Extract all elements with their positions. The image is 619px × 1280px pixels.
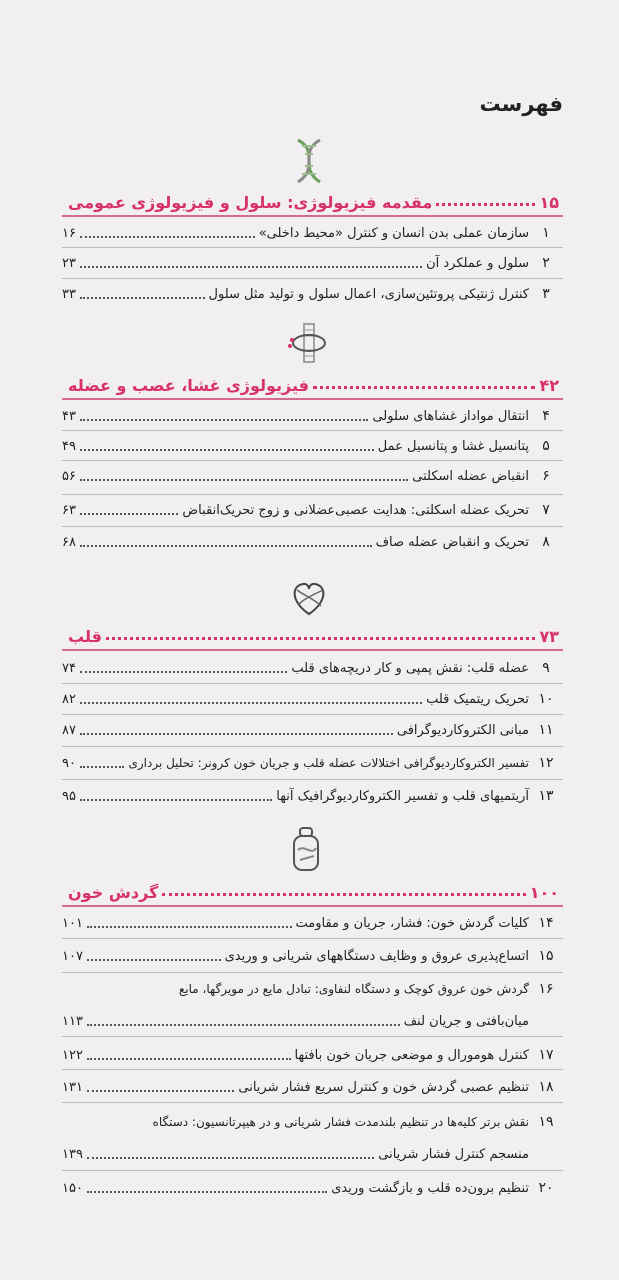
chapter-number: ۱۰ — [538, 691, 554, 707]
chapter-number: ۲ — [542, 255, 550, 271]
divider — [62, 1069, 563, 1070]
page-number: ۱۵۰ — [62, 1180, 83, 1196]
toc-entry[interactable] — [62, 251, 563, 275]
section-header[interactable] — [62, 372, 563, 400]
chapter-number: ۱۷ — [538, 1047, 554, 1063]
page-number: ۲۳ — [62, 255, 76, 271]
section-title: فیزیولوژی غشا، عصب و عضله — [68, 375, 309, 395]
leader-dots — [87, 1058, 291, 1060]
chapter-title: پتانسیل غشا و پتانسیل عمل — [377, 438, 529, 454]
divider — [62, 714, 563, 715]
toc-entry[interactable] — [62, 434, 563, 458]
chapter-title: گردش خون عروق کوچک و دستگاه لنفاوی: تبادل مایع در مویرگها، مایع — [178, 982, 529, 996]
chapter-title: تنظیم عصبی گردش خون و کنترل سریع فشار شریانی — [238, 1079, 529, 1095]
chapter-title: تحریک ریتمیک قلب — [426, 691, 529, 707]
leader-dots — [80, 449, 374, 451]
chapter-title: تحریک و انقباض عضله صاف — [375, 534, 529, 550]
chapter-number: ۸ — [542, 534, 550, 550]
divider — [62, 526, 563, 527]
section-page: ۴۲ — [539, 375, 559, 395]
toc-entry[interactable] — [62, 1075, 563, 1099]
chapter-title: تفسیر الکتروکاردیوگرافی اختلالات عضله قلب و جریان خون کرونر: تحلیل برداری — [128, 756, 529, 770]
chapter-title: سلول و عملکرد آن — [426, 255, 529, 271]
page-title: فهرست — [479, 92, 563, 116]
toc-entry[interactable] — [62, 977, 563, 1001]
toc-entry[interactable] — [62, 911, 563, 935]
section-title: قلب — [68, 626, 102, 646]
chapter-title-continued: میان‌بافتی و جریان لنف — [403, 1013, 529, 1029]
leader-dots — [80, 733, 393, 735]
chapter-number: ۷ — [542, 502, 550, 518]
chapter-number: ۴ — [542, 408, 550, 424]
leader-dots — [436, 203, 535, 206]
toc-entry[interactable] — [62, 282, 563, 306]
chapter-title: مبانی الکتروکاردیوگرافی — [396, 722, 529, 738]
page-number: ۵۶ — [62, 468, 76, 484]
chapter-number: ۱ — [542, 225, 550, 241]
divider — [62, 278, 563, 279]
leader-dots — [80, 513, 178, 515]
section-title: گردش خون — [68, 882, 159, 902]
toc-entry[interactable] — [62, 944, 563, 968]
leader-dots — [80, 671, 287, 673]
membrane-icon — [286, 322, 332, 368]
section-header[interactable] — [62, 189, 563, 217]
section-header[interactable] — [62, 623, 563, 651]
toc-entry[interactable] — [62, 751, 563, 775]
page-number: ۳۳ — [62, 286, 76, 302]
leader-dots — [80, 479, 408, 481]
chapter-title: انتقال موادا‌ز غشاهای سلولی — [372, 408, 529, 424]
chapter-number: ۹ — [542, 660, 550, 676]
chapter-title: اتساع‌پذیری عروق و وظایف دستگاههای شریانی و وریدی — [224, 948, 529, 964]
divider — [62, 247, 563, 248]
chapter-title: عضله قلب: نقش پمپی و کار دریچه‌های قلب — [291, 660, 529, 676]
chapter-number: ۱۶ — [538, 981, 554, 997]
divider — [62, 460, 563, 461]
leader-dots — [313, 386, 535, 389]
chapter-number: ۶ — [542, 468, 550, 484]
leader-dots — [87, 1090, 234, 1092]
leader-dots — [80, 799, 272, 801]
section-header[interactable] — [62, 879, 563, 907]
page-number: ۱۳۱ — [62, 1079, 83, 1095]
circulation-icon — [286, 826, 326, 878]
chapter-number: ۱۵ — [538, 948, 554, 964]
page-number: ۴۳ — [62, 408, 76, 424]
chapter-title: کنترل هومورال و موضعی جریان خون بافتها — [294, 1047, 529, 1063]
toc-entry[interactable] — [62, 498, 563, 522]
page-number: ۱۲۲ — [62, 1047, 83, 1063]
divider — [62, 779, 563, 780]
chapter-number: ۲۰ — [538, 1180, 554, 1196]
page-number: ۹۰ — [62, 755, 76, 771]
page-number: ۹۵ — [62, 788, 76, 804]
toc-entry[interactable] — [62, 784, 563, 808]
leader-dots — [106, 637, 536, 640]
divider — [62, 1170, 563, 1171]
toc-entry[interactable] — [62, 687, 563, 711]
leader-dots — [80, 545, 372, 547]
toc-entry[interactable] — [62, 1110, 563, 1134]
section-page: ۷۳ — [539, 626, 559, 646]
divider — [62, 938, 563, 939]
leader-dots — [80, 702, 422, 704]
chapter-title: سازمان عملی بدن انسان و کنترل «محیط داخلی» — [258, 225, 529, 241]
section-page: ۱۵ — [539, 192, 559, 212]
divider — [62, 972, 563, 973]
divider — [62, 746, 563, 747]
divider — [62, 1102, 563, 1103]
toc-entry[interactable] — [62, 1176, 563, 1200]
leader-dots — [80, 266, 422, 268]
chapter-number: ۱۹ — [538, 1114, 554, 1130]
leader-dots — [87, 1191, 327, 1193]
toc-entry[interactable] — [62, 221, 563, 245]
heart-icon — [287, 576, 331, 624]
page-number: ۱۰۱ — [62, 915, 83, 931]
section-title: مقدمه فیزیولوژی: سلول و فیزیولوژی عمومی — [68, 192, 433, 212]
toc-entry[interactable] — [62, 1043, 563, 1067]
chapter-number: ۱۲ — [538, 755, 554, 771]
chapter-title: انقباض عضله اسکلتی — [412, 468, 529, 484]
divider — [62, 683, 563, 684]
leader-dots — [162, 893, 525, 896]
page-number: ۱۰۷ — [62, 948, 83, 964]
chapter-number: ۱۳ — [538, 788, 554, 804]
chapter-title: نقش برتر کلیه‌ها در تنظیم بلندمدت فشار شریانی و در هیپرتانسیون: دستگاه — [152, 1115, 529, 1129]
chapter-title: کلیات گردش خون: فشار، جریان و مقاومت — [295, 915, 529, 931]
chapter-number: ۵ — [542, 438, 550, 454]
chapter-title: تحریک عضله اسکلتی: هدایت عصبی‌عضلانی و زوج تحریک‌انقباض — [182, 502, 529, 518]
chapter-number: ۱۱ — [538, 722, 554, 738]
leader-dots — [80, 419, 368, 421]
page-number: ۱۱۳ — [62, 1013, 83, 1029]
leader-dots — [87, 1157, 374, 1159]
leader-dots — [80, 766, 124, 768]
chapter-number: ۱۴ — [538, 915, 554, 931]
page-number: ۶۳ — [62, 502, 76, 518]
toc-entry-continued[interactable] — [62, 1009, 563, 1033]
section-page: ۱۰۰ — [529, 882, 559, 902]
chapter-title: تنظیم برون‌ده قلب و بازگشت وریدی — [331, 1180, 529, 1196]
divider — [62, 1036, 563, 1037]
leader-dots — [87, 1024, 400, 1026]
page-number: ۱۳۹ — [62, 1146, 83, 1162]
chapter-number: ۱۸ — [538, 1079, 554, 1095]
leader-dots — [80, 236, 255, 238]
chapter-title-continued: منسجم کنترل فشار شریانی — [378, 1146, 529, 1162]
chapter-title: آریتمیهای قلب و تفسیر الکتروکاردیوگرافیک آنها — [276, 788, 529, 804]
toc-entry[interactable] — [62, 404, 563, 428]
toc-entry[interactable] — [62, 464, 563, 488]
page-number: ۷۴ — [62, 660, 76, 676]
page-number: ۴۹ — [62, 438, 76, 454]
divider — [62, 430, 563, 431]
dna-icon — [292, 138, 326, 188]
chapter-title: کنترل ژنتیکی پروتئین‌سازی، اعمال سلول و تولید مثل سلول — [208, 286, 529, 302]
toc-entry-continued[interactable] — [62, 1142, 563, 1166]
toc-entry[interactable] — [62, 718, 563, 742]
page-number: ۸۷ — [62, 722, 76, 738]
page-number: ۱۶ — [62, 225, 76, 241]
toc-entry[interactable] — [62, 530, 563, 554]
leader-dots — [87, 926, 292, 928]
leader-dots — [87, 959, 221, 961]
page-number: ۸۲ — [62, 691, 76, 707]
divider — [62, 494, 563, 495]
toc-entry[interactable] — [62, 656, 563, 680]
chapter-number: ۳ — [542, 286, 550, 302]
leader-dots — [80, 297, 205, 299]
page-number: ۶۸ — [62, 534, 76, 550]
